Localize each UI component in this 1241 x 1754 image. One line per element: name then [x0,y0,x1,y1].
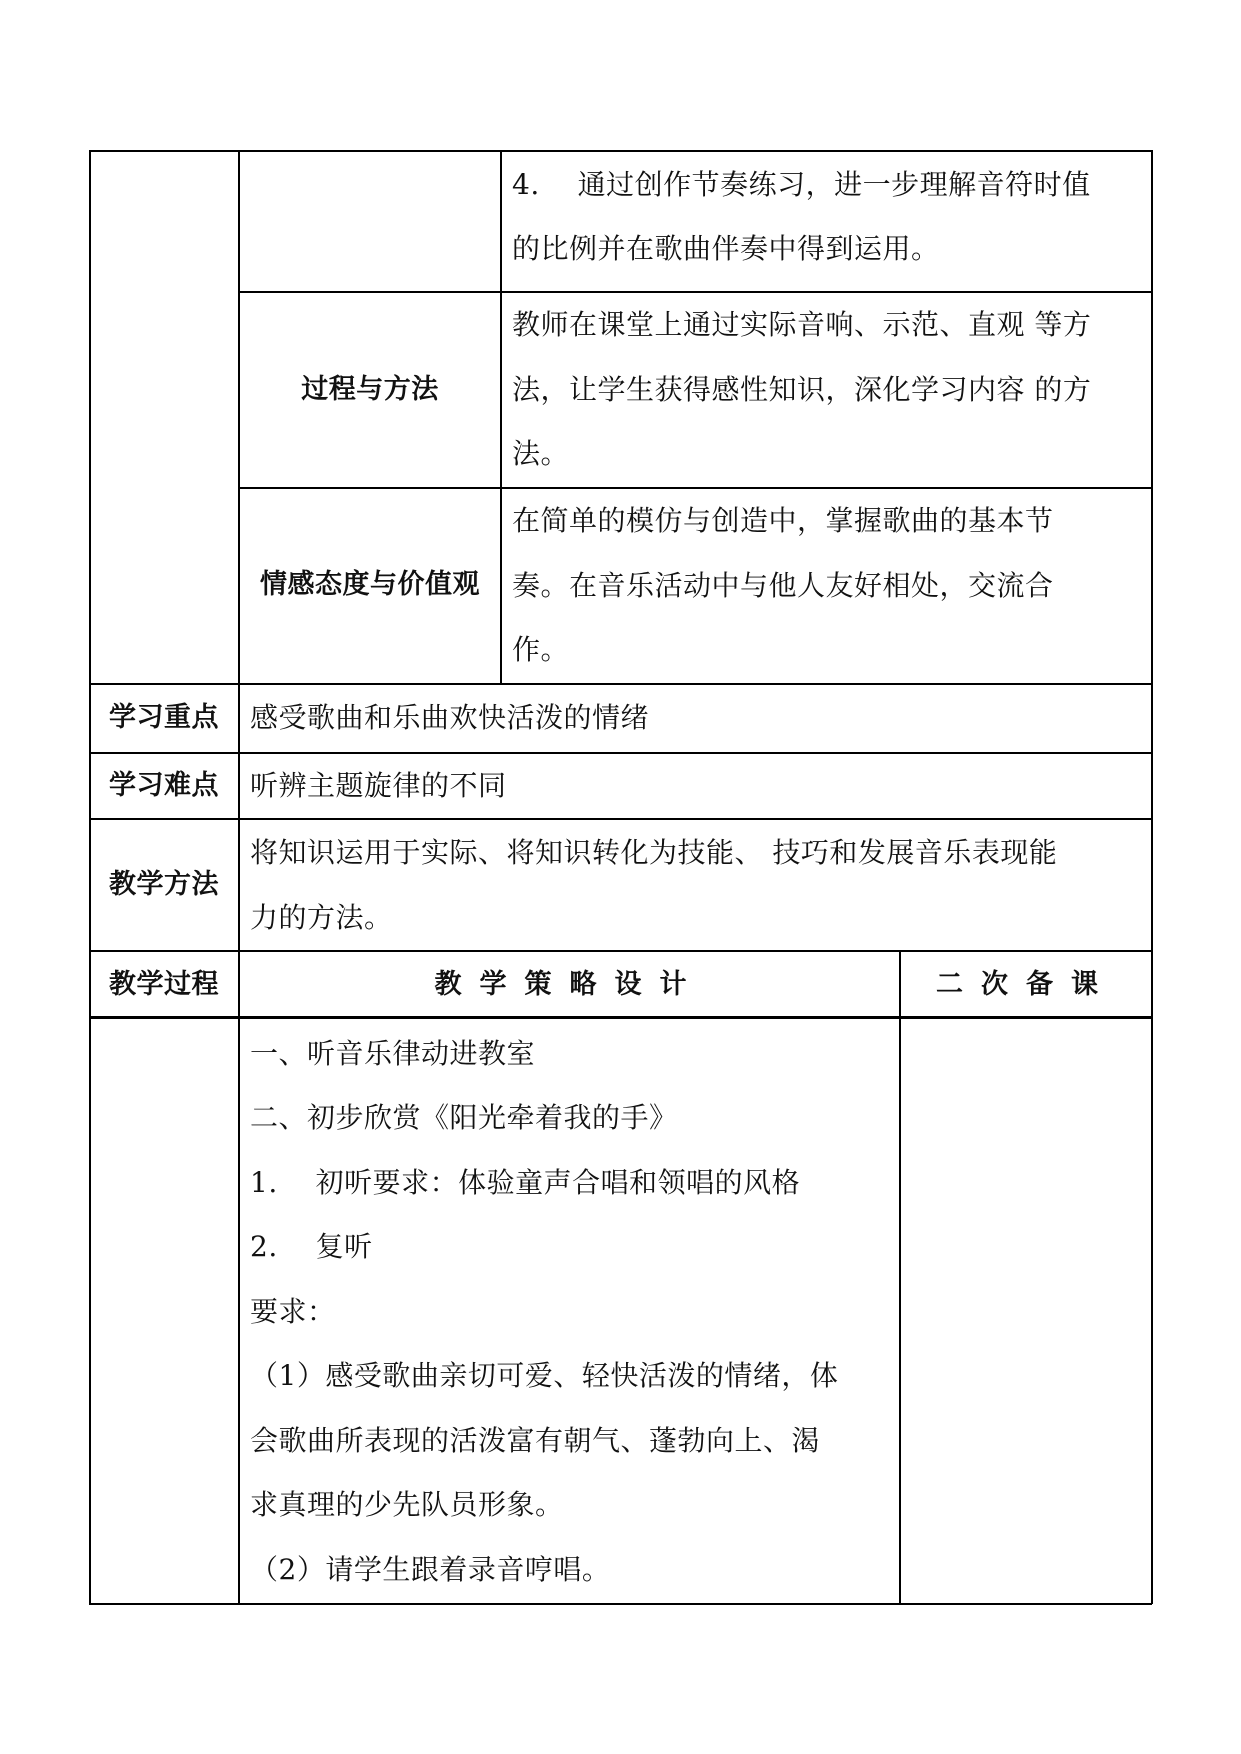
process-method-line2: 法，让学生获得感性知识，深化学习内容 的方 [512,373,1092,406]
table-border [899,950,901,1604]
knowledge-item-4-line1: 4. 通过创作节奏练习，进一步理解音符时值 [512,168,1091,201]
key-points-value: 感受歌曲和乐曲欢快活泼的情绪 [250,701,650,734]
key-points-label: 学习重点 [109,702,219,733]
table-border [89,1603,1152,1605]
table-border [89,752,1152,754]
process-body-line5: 要求： [250,1295,336,1328]
process-header-col2: 教学策略设计 [434,969,705,1000]
process-method-line1: 教师在课堂上通过实际音响、示范、直观 等方 [512,308,1092,341]
process-header-col3: 二次备课 [936,969,1116,1000]
process-body-line9: （2）请学生跟着录音哼唱。 [250,1553,611,1586]
process-header-col1: 教学过程 [109,969,219,1000]
table-border [500,150,502,683]
emotion-values-line3: 作。 [512,633,570,666]
teaching-method-line1: 将知识运用于实际、将知识转化为技能、 技巧和发展音乐表现能 [250,836,1058,869]
process-body-line2: 二、初步欣赏《阳光牵着我的手》 [250,1101,678,1134]
difficulties-value: 听辨主题旋律的不同 [250,769,507,802]
emotion-values-line1: 在简单的模仿与创造中，掌握歌曲的基本节 [512,504,1054,537]
teaching-method-label: 教学方法 [109,869,219,900]
difficulties-label: 学习难点 [109,770,219,801]
teaching-method-line2: 力的方法。 [250,901,393,934]
emotion-values-label: 情感态度与价值观 [260,569,480,600]
table-border [1151,150,1153,1604]
process-body-line6: （1）感受歌曲亲切可爱、轻快活泼的情绪，体 [250,1359,839,1392]
knowledge-item-4-line2: 的比例并在歌曲伴奏中得到运用。 [512,232,940,265]
process-body-line3: 1. 初听要求：体验童声合唱和领唱的风格 [250,1166,801,1199]
process-method-label: 过程与方法 [301,374,439,405]
emotion-values-line2: 奏。在音乐活动中与他人友好相处，交流合 [512,569,1054,602]
process-body-line8: 求真理的少先队员形象。 [250,1488,564,1521]
process-body-line7: 会歌曲所表现的活泼富有朝气、蓬勃向上、渴 [250,1424,821,1457]
process-body-line4: 2. 复听 [250,1230,373,1263]
process-method-line3: 法。 [512,437,570,470]
process-body-line1: 一、听音乐律动进教室 [250,1037,536,1070]
